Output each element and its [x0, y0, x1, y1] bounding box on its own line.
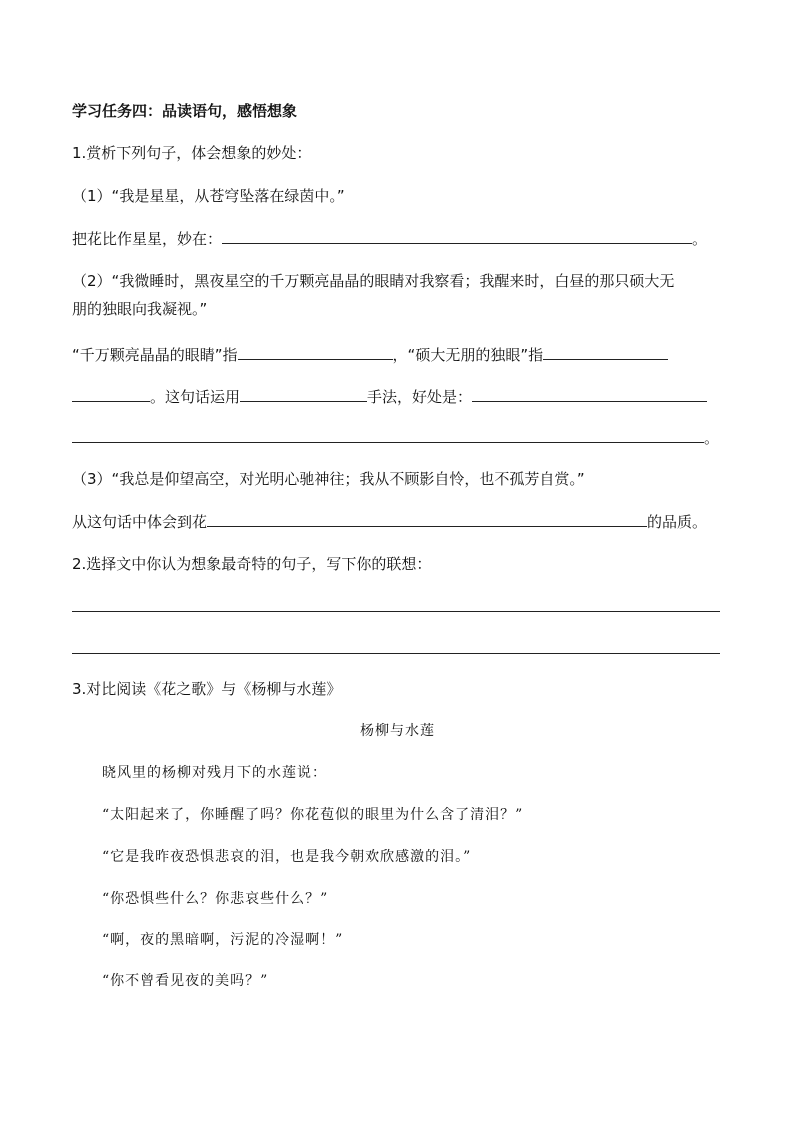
sentence-3-tail: 的品质。 [647, 513, 708, 531]
answer-blank-eyes[interactable] [238, 344, 393, 360]
task-heading: 学习任务四：品读语句，感悟想象 [72, 102, 298, 120]
answer-lead-eye: ，“硕大无朋的独眼”指 [392, 346, 544, 364]
answer-line-q2-1[interactable] [72, 611, 720, 612]
answer-blank-eye[interactable] [543, 344, 668, 360]
answer-blank-benefit-cont[interactable] [72, 427, 704, 443]
period-2: 。 [704, 429, 720, 447]
passage-line: “啊，夜的黑暗啊，污泥的冷湿啊！” [102, 932, 344, 948]
sentence-1-answer-lead: 把花比作星星，妙在： [72, 230, 223, 248]
sentence-2-answer-row-2 [72, 386, 707, 407]
sentence-2-answer-row-1 [72, 344, 668, 365]
question-3-prompt: 3.对比阅读《花之歌》与《杨柳与水莲》 [72, 680, 342, 698]
answer-blank-1[interactable] [222, 228, 692, 244]
sentence-1-answer-row [72, 228, 707, 249]
question-2-prompt: 2.选择文中你认为想象最奇特的句子，写下你的联想： [72, 555, 432, 573]
passage-line: “它是我昨夜恐惧悲哀的泪，也是我今朝欢欣感激的泪。” [102, 849, 472, 865]
answer-lead-benefit: 手法，好处是： [367, 388, 473, 406]
answer-lead-eyes: “千万颗亮晶晶的眼睛”指 [72, 346, 238, 364]
sentence-2-answer-row-3 [72, 427, 719, 448]
sentence-3-answer-row [72, 511, 707, 532]
passage-line: “你恐惧些什么？你悲哀些什么？” [102, 891, 329, 907]
passage-line: “你不曾看见夜的美吗？” [102, 973, 269, 989]
sentence-1: （1）“我是星星，从苍穹坠落在绿茵中。” [72, 187, 345, 205]
passage-title: 杨柳与水莲 [360, 723, 435, 739]
passage-line: “太阳起来了，你睡醒了吗？你花苞似的眼里为什么含了清泪？” [102, 807, 524, 823]
period: 。 [692, 230, 708, 248]
answer-blank-eye-cont[interactable] [72, 386, 150, 402]
answer-blank-quality[interactable] [207, 511, 647, 527]
sentence-3: （3）“我总是仰望高空，对光明心驰神往；我从不顾影自怜，也不孤芳自赏。” [72, 470, 585, 488]
answer-blank-benefit[interactable] [472, 386, 707, 402]
sentence-2-line-2: 朋的独眼向我凝视。” [72, 300, 208, 318]
passage-line: 晓风里的杨柳对残月下的水莲说： [102, 765, 327, 781]
question-1-prompt: 1.赏析下列句子，体会想象的妙处： [72, 144, 312, 162]
answer-lead-technique: 。这句话运用 [150, 388, 241, 406]
answer-line-q2-2[interactable] [72, 653, 720, 654]
answer-blank-technique[interactable] [240, 386, 367, 402]
sentence-2-line-1: （2）“我微睡时，黑夜星空的千万颗亮晶晶的眼睛对我察看；我醒来时，白昼的那只硕大无 [72, 272, 675, 290]
sentence-3-answer-lead: 从这句话中体会到花 [72, 513, 208, 531]
